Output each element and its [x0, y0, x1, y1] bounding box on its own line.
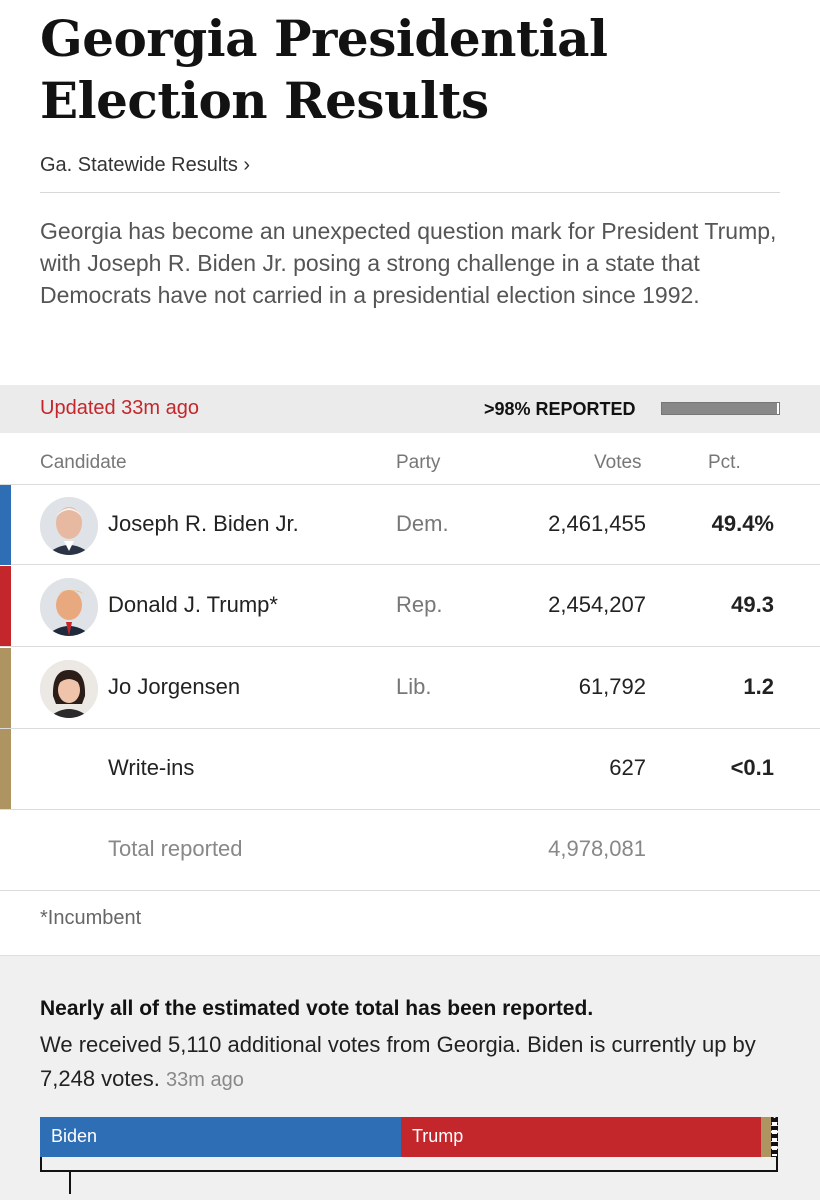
- biden-portrait-icon: [40, 497, 98, 555]
- candidate-name: Write-ins: [108, 755, 195, 780]
- header-party: Party: [396, 452, 441, 473]
- party-color-stripe: [0, 729, 11, 809]
- party-color-stripe: [0, 485, 11, 565]
- summary-headline: Nearly all of the estimated vote total has been reported.: [40, 997, 594, 1020]
- candidate-name: Joseph R. Biden Jr.: [108, 511, 299, 536]
- candidate-party: Dem.: [396, 511, 449, 536]
- vote-bar-segment: [40, 1117, 401, 1157]
- vote-bar-label: Biden: [51, 1126, 98, 1146]
- intro-paragraph: Georgia has become an unexpected question mark for President Trump, with Joseph R. Biden Jr. posing a strong challenge in a state that Democrats have not carried in a presidential election since 1992.: [40, 218, 777, 308]
- vote-bar-segment: [761, 1117, 770, 1157]
- candidate-pct: 49.3: [731, 592, 774, 617]
- statewide-results-link[interactable]: Ga. Statewide Results ›: [40, 154, 251, 176]
- summary-timestamp: 33m ago: [166, 1069, 244, 1091]
- table-row: [0, 566, 820, 647]
- candidate-pct: <0.1: [730, 755, 774, 780]
- candidate-votes: 627: [609, 755, 646, 780]
- candidate-pct: 49.4%: [711, 511, 774, 536]
- reporting-progress-fill: [662, 403, 777, 414]
- total-row: [0, 810, 820, 891]
- vote-share-bar: [40, 1117, 778, 1157]
- table-row: [0, 648, 820, 729]
- reporting-progress-bar: [661, 402, 780, 415]
- trump-portrait-icon: [40, 578, 98, 636]
- table-row: [0, 484, 820, 565]
- candidate-party: Rep.: [396, 592, 443, 617]
- candidate-name: Jo Jorgensen: [108, 674, 241, 699]
- table-row: [0, 729, 820, 810]
- updated-timestamp: Updated 33m ago: [40, 397, 200, 419]
- vote-bar-tick: [69, 1172, 71, 1194]
- header-candidate: Candidate: [40, 452, 127, 473]
- jorgensen-portrait-icon: [40, 660, 98, 718]
- status-bar: [0, 385, 820, 433]
- candidate-votes: 61,792: [578, 674, 646, 699]
- party-color-stripe: [0, 566, 11, 646]
- summary-text: We received 5,110 additional votes from Georgia. Biden is currently up by 7,248 votes.: [40, 1032, 756, 1091]
- candidate-name: Donald J. Trump*: [108, 592, 278, 617]
- candidate-pct: 1.2: [743, 674, 774, 699]
- vote-bar-remaining: [771, 1117, 778, 1157]
- vote-bar-bracket: [40, 1157, 778, 1172]
- header-votes: Votes: [594, 452, 642, 473]
- summary-body: [40, 1028, 785, 1097]
- reported-label: >98% REPORTED: [484, 399, 636, 419]
- vote-bar-label: Trump: [411, 1126, 464, 1146]
- page-title: Georgia Presidential Election Results: [40, 9, 608, 130]
- candidate-party: Lib.: [396, 674, 432, 699]
- divider: [40, 192, 780, 193]
- party-color-stripe: [0, 648, 11, 728]
- total-label: Total reported: [108, 836, 243, 861]
- candidate-votes: 2,454,207: [548, 592, 646, 617]
- total-votes: 4,978,081: [548, 836, 646, 861]
- incumbent-footnote: *Incumbent: [40, 907, 142, 929]
- vote-bar-segment: [401, 1117, 761, 1157]
- header-pct: Pct.: [708, 452, 741, 473]
- candidate-votes: 2,461,455: [548, 511, 646, 536]
